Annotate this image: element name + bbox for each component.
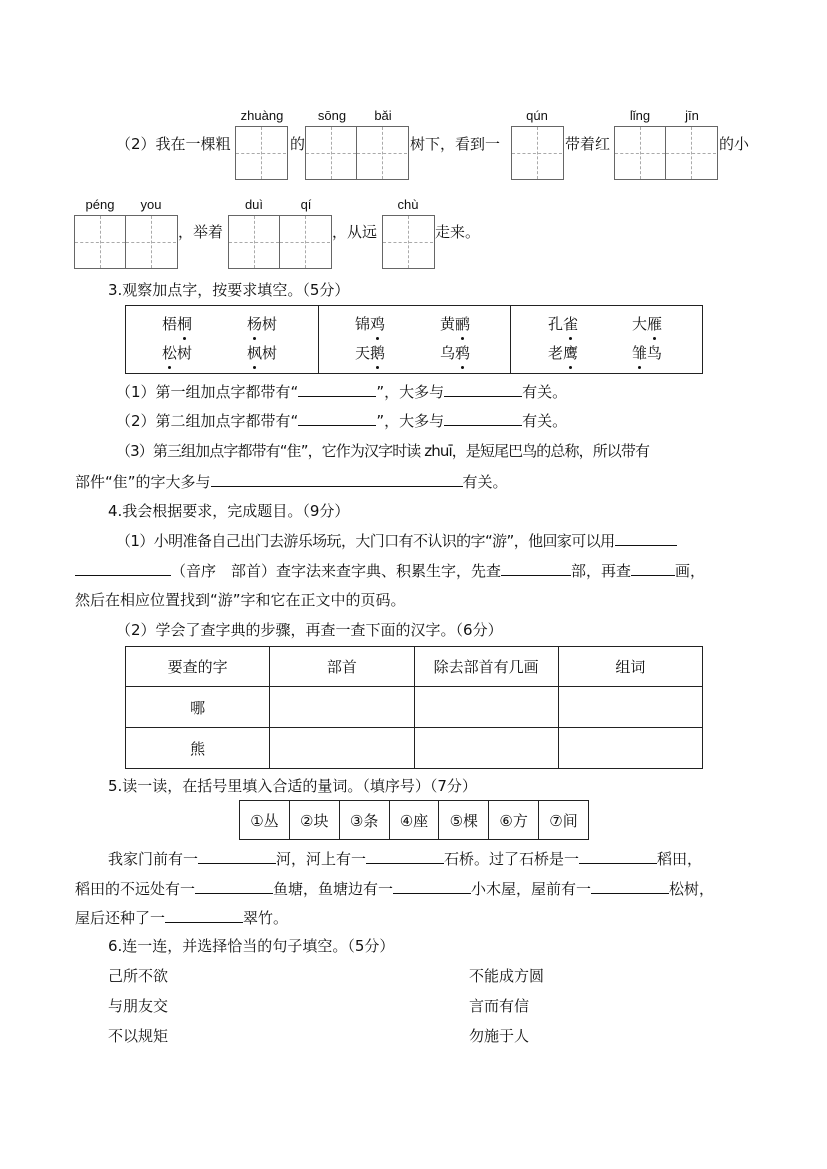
answer-blank[interactable] — [198, 848, 276, 864]
match-right-item[interactable]: 不能成方圆 — [469, 967, 545, 985]
word-item: 松树 — [162, 344, 193, 362]
table-cell-input[interactable] — [414, 687, 558, 728]
tianzige-box[interactable] — [382, 215, 435, 269]
word-item: 杨树 — [247, 315, 278, 333]
q2-text: ，举着 — [178, 223, 224, 241]
q2-text: 走来。 — [435, 223, 481, 241]
q5-line-1: 我家门前有一 河，河上有一 石桥。过了石桥是一 稻田， — [108, 850, 703, 868]
answer-blank[interactable] — [444, 410, 522, 426]
word-item: 乌鸦 — [440, 344, 471, 362]
match-right-item[interactable]: 勿施于人 — [469, 1027, 530, 1045]
q3-word-table — [125, 305, 703, 374]
word-item: 枫树 — [247, 344, 278, 362]
pinyin: lǐng — [629, 108, 651, 123]
table-header: 部首 — [270, 647, 414, 687]
q4-p1-line1: （1）小明准备自己出门去游乐场玩，大门口有不认识的字“游”，他回家可以用 — [116, 530, 677, 551]
option-item: ①丛 — [240, 801, 290, 840]
tianzige-box[interactable] — [228, 215, 332, 269]
measure-word-options — [239, 800, 589, 840]
pinyin: qí — [300, 197, 312, 212]
dictionary-table — [125, 646, 703, 769]
answer-blank[interactable] — [591, 878, 669, 894]
option-item: ③条 — [339, 801, 389, 840]
answer-blank[interactable] — [195, 878, 273, 894]
q5-title: 5.读一读，在括号里填入合适的量词。（填序号）（7分） — [108, 777, 477, 795]
word-item: 黄鹂 — [440, 315, 471, 333]
table-row — [126, 687, 703, 728]
q3-line-2: （2）第二组加点字都带有“ ”，大多与 有关。 — [116, 412, 568, 430]
tianzige-box[interactable] — [74, 215, 178, 269]
q5-line-3: 屋后还种了一 翠竹。 — [75, 909, 289, 927]
pinyin: sōng — [317, 108, 347, 123]
match-left-item[interactable]: 不以规矩 — [108, 1027, 169, 1045]
answer-blank[interactable] — [579, 848, 657, 864]
word-item: 雏鸟 — [632, 344, 663, 362]
table-header: 组词 — [558, 647, 702, 687]
q2-text: ，从远 — [332, 223, 378, 241]
pinyin: you — [140, 197, 162, 212]
answer-blank[interactable] — [165, 907, 243, 923]
option-item: ⑦间 — [539, 801, 589, 840]
q3-line-3b: 部件“隹”的字大多与 有关。 — [75, 473, 508, 491]
match-left-item[interactable]: 与朋友交 — [108, 997, 169, 1015]
word-item: 老鹰 — [548, 344, 579, 362]
table-cell-input[interactable] — [270, 687, 414, 728]
pinyin: bǎi — [374, 108, 392, 123]
match-right-item[interactable]: 言而有信 — [469, 997, 530, 1015]
word-item: 大雁 — [632, 315, 663, 333]
table-cell-char: 熊 — [126, 728, 270, 769]
tianzige-box[interactable] — [305, 126, 409, 180]
table-cell-input[interactable] — [558, 687, 702, 728]
table-cell-input[interactable] — [558, 728, 702, 769]
q2-text: 的 — [290, 135, 306, 153]
table-cell-input[interactable] — [270, 728, 414, 769]
answer-blank[interactable] — [615, 530, 677, 546]
word-item: 锦鸡 — [355, 315, 386, 333]
answer-blank[interactable] — [501, 560, 571, 576]
pinyin: qún — [526, 108, 548, 123]
q2-text: 带着红 — [565, 135, 611, 153]
q4-p2: （2）学会了查字典的步骤，再查一查下面的汉字。（6分） — [116, 621, 503, 639]
option-item: ④座 — [389, 801, 439, 840]
answer-blank[interactable] — [631, 560, 675, 576]
answer-blank[interactable] — [444, 381, 522, 397]
table-row — [126, 728, 703, 769]
pinyin: jīn — [685, 108, 699, 123]
table-header: 要查的字 — [126, 647, 270, 687]
tianzige-box[interactable] — [511, 126, 564, 180]
pinyin: zhuàng — [240, 108, 284, 123]
q3-title: 3.观察加点字，按要求填空。（5分） — [108, 281, 350, 299]
tianzige-box[interactable] — [235, 126, 288, 180]
q4-p1-line2: （音序 部首）查字法来查字典、积累生字，先查 部，再查 画， — [75, 560, 705, 581]
answer-blank[interactable] — [393, 878, 471, 894]
table-cell-char: 哪 — [126, 687, 270, 728]
pinyin: duì — [244, 197, 264, 212]
q2-text: 树下，看到一 — [410, 135, 501, 153]
q3-line-1: （1）第一组加点字都带有“ ”，大多与 有关。 — [116, 383, 568, 401]
pinyin: péng — [85, 197, 115, 212]
tianzige-box[interactable] — [614, 126, 718, 180]
word-item: 梧桐 — [162, 315, 193, 333]
table-header: 除去部首有几画 — [414, 647, 558, 687]
answer-blank[interactable] — [211, 471, 463, 487]
answer-blank[interactable] — [75, 560, 171, 576]
word-item: 孔雀 — [548, 315, 579, 333]
option-item: ⑤棵 — [439, 801, 489, 840]
table-cell-input[interactable] — [414, 728, 558, 769]
q2-text: 的小 — [719, 135, 750, 153]
match-left-item[interactable]: 己所不欲 — [108, 967, 169, 985]
answer-blank[interactable] — [298, 410, 376, 426]
pinyin: chù — [397, 197, 419, 212]
answer-blank[interactable] — [298, 381, 376, 397]
q6-title: 6.连一连，并选择恰当的句子填空。（5分） — [108, 937, 395, 955]
q3-line-3: （3）第三组加点字都带有“隹”，它作为汉字时读 zhuī，是短尾巴鸟的总称，所以带有 — [116, 442, 650, 460]
option-item: ②块 — [289, 801, 339, 840]
q4-p1-line3: 然后在相应位置找到“游”字和它在正文中的页码。 — [75, 591, 406, 609]
word-item: 天鹅 — [355, 344, 386, 362]
q2-label: （2）我在一棵粗 — [116, 135, 231, 153]
answer-blank[interactable] — [366, 848, 444, 864]
q4-title: 4.我会根据要求，完成题目。（9分） — [108, 502, 350, 520]
q5-line-2: 稻田的不远处有一 鱼塘，鱼塘边有一 小木屋，屋前有一 松树， — [75, 880, 715, 898]
option-item: ⑥方 — [489, 801, 539, 840]
